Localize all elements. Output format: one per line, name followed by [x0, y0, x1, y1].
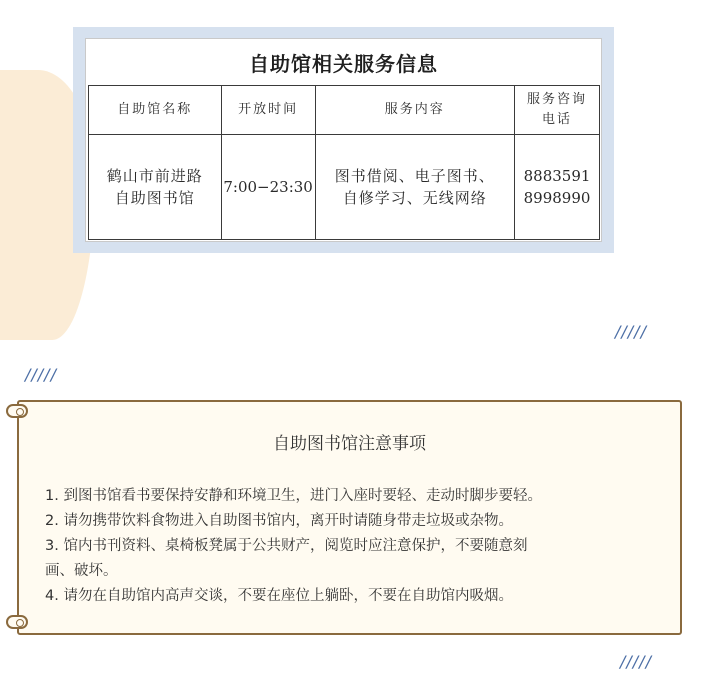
header-phone: 服务咨询电话 [515, 86, 600, 135]
cell-phone [515, 135, 600, 240]
slash-decoration: ///// [615, 322, 647, 341]
list-item: 2. 请勿携带饮料食物进入自助图书馆内，离开时请随身带走垃圾或杂物。 [45, 513, 513, 529]
header-name: 自助馆名称 [89, 86, 222, 135]
header-services: 服务内容 [315, 86, 514, 135]
table-header-row [89, 86, 600, 135]
slash-decoration: ///// [25, 365, 57, 384]
library-name-line1: 鹤山市前进路 [106, 167, 203, 185]
phone-1: 8883591 [523, 167, 591, 185]
notice-list [45, 484, 645, 609]
list-item: 3. 馆内书刊资料、桌椅板凳属于公共财产，阅览时应注意保护，不要随意刻 [45, 538, 528, 554]
list-item: 画、破坏。 [45, 563, 118, 579]
notice-scroll [17, 400, 682, 635]
cell-library-name [89, 135, 222, 240]
info-card-title: 自助馆相关服务信息 [249, 51, 438, 76]
services-line2: 自修学习、无线网络 [342, 189, 487, 207]
cell-services [315, 135, 514, 240]
cell-hours: 7:00−23:30 [221, 135, 315, 240]
list-item: 1. 到图书馆看书要保持安静和环境卫生，进门入座时要轻、走动时脚步要轻。 [45, 488, 542, 504]
scroll-curl-bottom [6, 615, 28, 629]
services-line1: 图书借阅、电子图书、 [334, 167, 495, 185]
list-item: 4. 请勿在自助馆内高声交谈，不要在座位上躺卧，不要在自助馆内吸烟。 [45, 588, 513, 604]
notice-title: 自助图书馆注意事项 [273, 434, 426, 454]
slash-decoration: ///// [620, 652, 652, 671]
header-hours: 开放时间 [221, 86, 315, 135]
library-name-line2: 自助图书馆 [114, 189, 195, 207]
table-row [89, 135, 600, 240]
info-card [85, 38, 602, 242]
phone-2: 8998990 [523, 189, 591, 207]
scroll-curl-top [6, 404, 28, 418]
service-info-table [88, 85, 600, 240]
